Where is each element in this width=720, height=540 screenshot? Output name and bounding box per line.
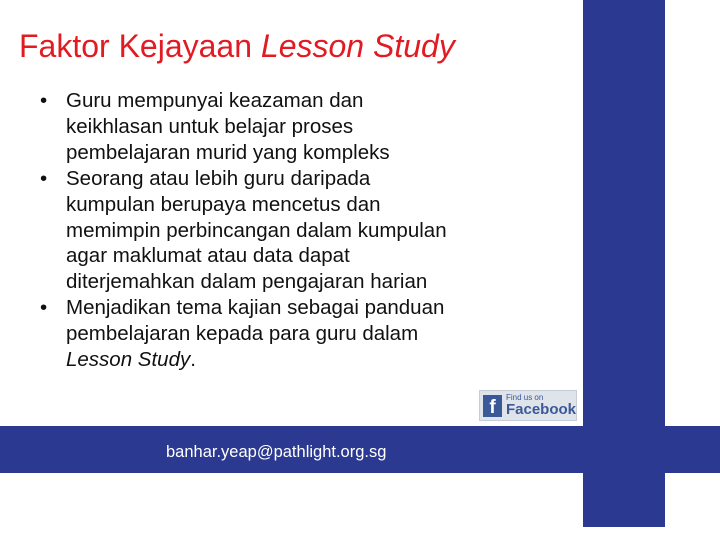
bullet-item: [40, 295, 560, 373]
bullet-line: pembelajaran kepada para guru dalam: [66, 322, 419, 346]
bullet-line: diterjemahkan dalam pengajaran harian: [66, 270, 428, 294]
facebook-icon: f: [483, 395, 502, 417]
bullet-line: memimpin perbincangan dalam kumpulan: [66, 218, 447, 242]
bullet-line: pembelajaran murid yang kompleks: [66, 140, 390, 164]
bullet-dot: •: [40, 166, 48, 190]
bullet-line: Seorang atau lebih guru daripada: [66, 166, 371, 190]
bullet-suffix: .: [190, 348, 196, 372]
bullet-item: [40, 166, 560, 296]
bullet-italic-term: Lesson Study: [66, 348, 191, 372]
bullet-dot: •: [40, 296, 48, 320]
bullet-item: [40, 88, 560, 166]
bullet-dot: •: [40, 89, 48, 112]
title-plain: Faktor Kejayaan: [19, 28, 261, 64]
facebook-badge-text: [506, 394, 576, 417]
facebook-small-text: Find us on: [505, 393, 544, 402]
bullet-list: [40, 88, 560, 373]
facebook-badge[interactable]: [479, 390, 577, 421]
bullet-line: Menjadikan tema kajian sebagai panduan: [66, 296, 445, 320]
bullet-line-last: [66, 347, 560, 373]
title-italic: Lesson Study: [260, 28, 455, 64]
facebook-big-text: Facebook: [505, 401, 576, 418]
bullet-line: kumpulan berupaya mencetus dan: [66, 192, 381, 216]
footer-email: banhar.yeap@pathlight.org.sg: [166, 443, 387, 461]
bullet-line: Guru mempunyai keazaman dan: [66, 89, 364, 112]
slide-title: [19, 28, 455, 65]
bullet-line: keikhlasan untuk belajar proses: [66, 114, 354, 138]
bullet-line: agar maklumat atau data dapat: [66, 244, 350, 268]
